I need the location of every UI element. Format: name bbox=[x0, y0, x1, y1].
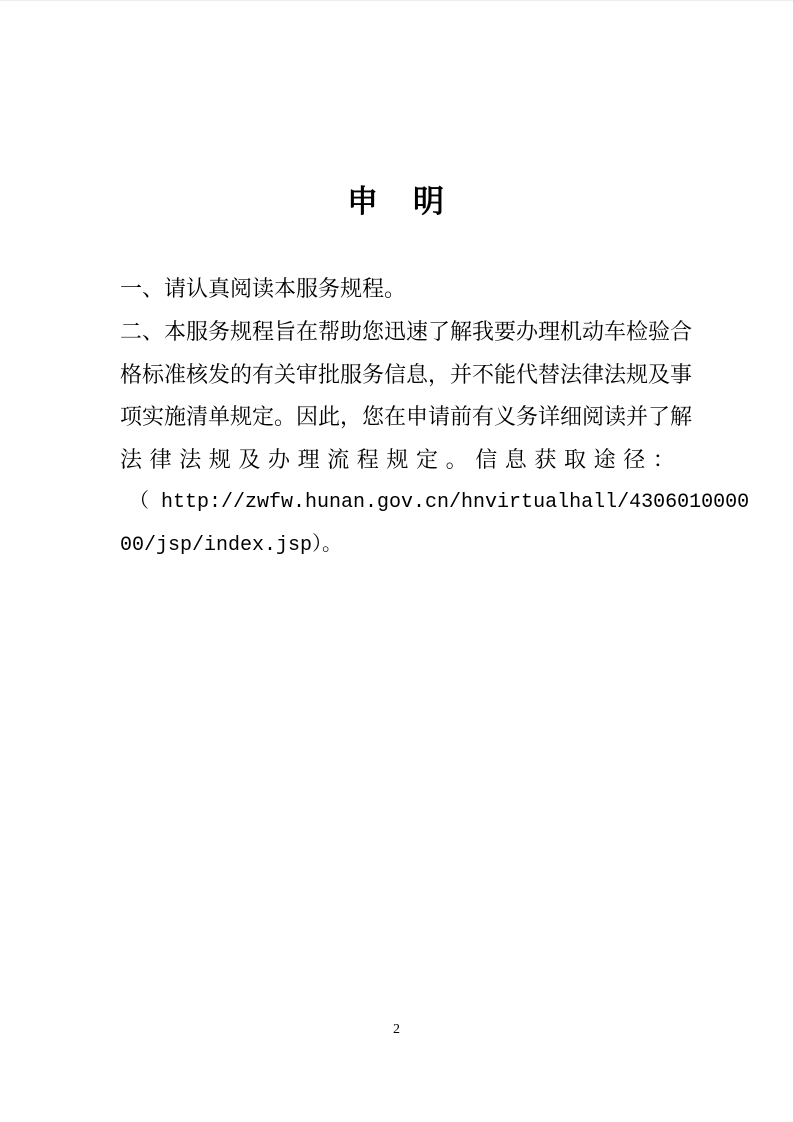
text-line-7-url: 00/jsp/index.jsp）。 bbox=[120, 533, 343, 557]
text-line-6-url: （ http://zwfw.hunan.gov.cn/hnvirtualhall/4306010000 bbox=[129, 490, 750, 514]
page-number: 2 bbox=[393, 1022, 400, 1037]
text-line-5: 法律法规及办理流程规定。信息获取途径： bbox=[120, 447, 683, 473]
document-title: 申 明 bbox=[347, 184, 446, 219]
text-line-3: 格标准核发的有关审批服务信息，并不能代替法律法规及事 bbox=[120, 361, 693, 387]
body-text bbox=[120, 268, 750, 568]
text-line-2: 二、本服务规程旨在帮助您迅速了解我要办理机动车检验合 bbox=[120, 318, 693, 344]
text-line-1: 一、请认真阅读本服务规程。 bbox=[120, 276, 407, 301]
text-line-4: 项实施清单规定。因此，您在申请前有义务详细阅读并了解 bbox=[120, 404, 693, 430]
